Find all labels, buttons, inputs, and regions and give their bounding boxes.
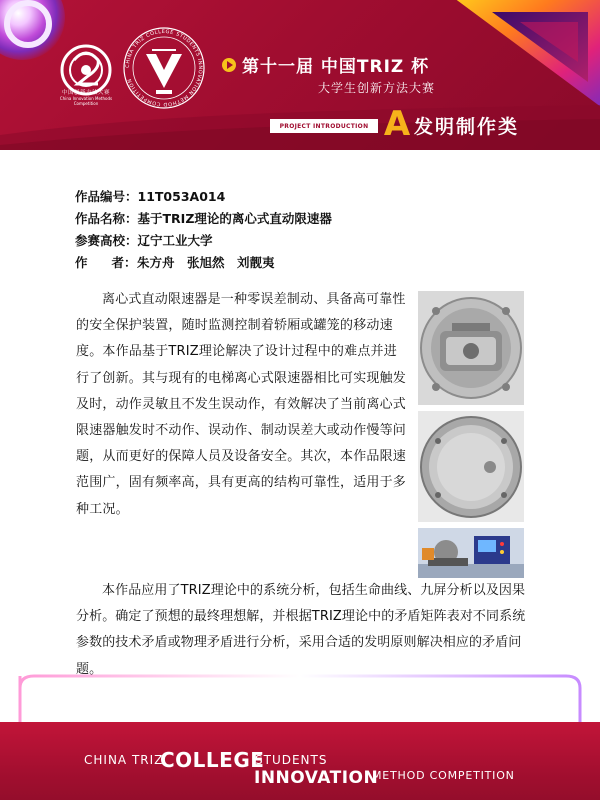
footer-innovation: INNOVATION [254,768,379,788]
footer-college: COLLEGE [160,748,265,772]
author-label-part2: 者： [111,255,137,270]
logo-en-text: China Innovation Methods Competition [59,96,113,106]
work-name-label: 作品名称： [75,211,138,226]
category-letter: A [383,104,411,144]
footer-method-competition: METHOD COMPETITION [372,769,515,782]
logo-ring-text: CHINA TRIZ COLLEGE STUDENTS INNOVATION METHOD COMPETITION [124,28,204,108]
work-info [75,186,332,274]
title-main: 第十一届 中国TRIZ 杯 [242,57,430,77]
work-number-label: 作品编号： [75,189,138,204]
description-paragraph-2: 本作品应用了TRIZ理论中的系统分析，包括生命曲线、九屏分析以及因果分析。确定了预想的最终理想解，并根据TRIZ理论中的矛盾矩阵表对不同系统参数的技术矛盾或物理矛盾进行分析，采用合适的发明原则解决相应的矛盾问题。 [76,583,526,677]
svg-text:CHINA TRIZ COLLEGE STUDENTS IN [125,29,203,107]
work-name-row [75,208,332,230]
decorative-ring [4,0,52,48]
work-number-value: 11T053A014 [137,189,226,204]
footer-china-triz: CHINA TRIZ [84,753,164,767]
product-photo-test-bench [418,528,524,578]
author-row [75,252,332,274]
category-title: 发明制作类 [414,116,520,138]
school-value: 辽宁工业大学 [137,233,213,248]
work-number-row [75,186,332,208]
product-photo-mechanism [418,291,524,405]
competition-logo-text [50,88,122,106]
title-sub: 大学生创新方法大赛 [318,81,436,95]
school-row [75,230,332,252]
product-photo-housing [418,411,524,522]
author-value: 朱方舟 张旭然 刘靓夷 [137,255,275,270]
competition-title [222,52,435,96]
school-label: 参赛高校： [75,233,138,248]
header-banner [0,0,600,150]
work-name-value: 基于TRIZ理论的离心式直动限速器 [137,211,332,226]
title-main-row [222,52,435,77]
project-introduction-label: PROJECT INTRODUCTION [270,119,378,133]
triz-cup-logo [122,26,206,110]
description-paragraph-1: 离心式直动限速器是一种零误差制动、具备高可靠性的安全保护装置，随时监测控制着轿厢或罐笼的移动速度。本作品基于TRIZ理论解决了设计过程中的难点并进行了创新。其与现有的电梯离心式限速器相比可实现触发及时，动作灵敏且不发生误动作，有效解决了当前离心式限速器触发时不动作、误动作、制动误差大或动作慢等问题，从而更好的保障人员及设备安全。其次，本作品限速范围广，固有频率高，具有更高的结构可靠性，适用于多种工况。 [76,292,407,517]
play-icon [222,58,236,72]
author-label-part1: 作 [75,255,88,270]
author-label [75,252,137,274]
logo-cn-text: 中国创新方法大赛 [61,90,110,96]
footer-students: STUDENTS [255,753,328,767]
